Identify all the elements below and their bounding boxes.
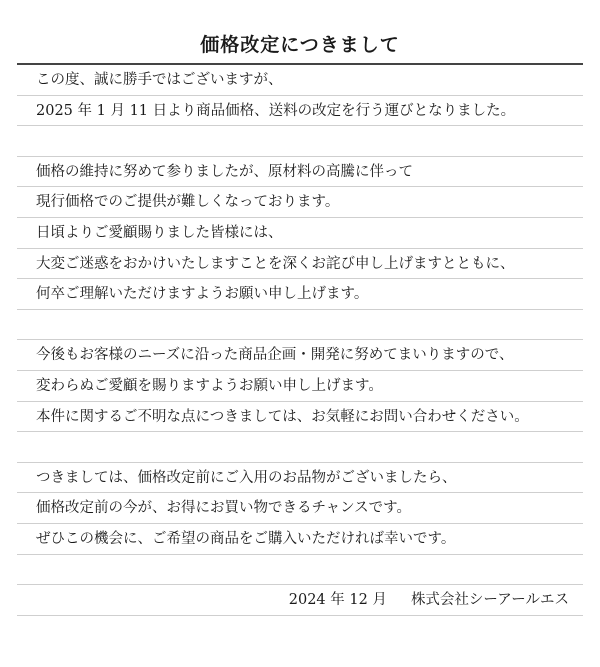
notice-body (17, 65, 583, 616)
body-line (17, 126, 583, 157)
body-line: この度、誠に勝手ではございますが、 (17, 65, 583, 96)
body-line: 大変ご迷惑をおかけいたしますことを深くお詫び申し上げますとともに、 (17, 249, 583, 280)
body-line: 何卒ご理解いただけますようお願い申し上げます。 (17, 279, 583, 310)
body-line: ぜひこの機会に、ご希望の商品をご購入いただければ幸いです。 (17, 524, 583, 555)
body-line: つきましては、価格改定前にご入用のお品物がございましたら、 (17, 463, 583, 494)
body-line: 価格改定前の今が、お得にお買い物できるチャンスです。 (17, 493, 583, 524)
signature-date: 2024 年 12 月 (288, 592, 387, 609)
body-line (17, 432, 583, 463)
signature-line (17, 585, 583, 616)
body-line: 現行価格でのご提供が難しくなっております。 (17, 187, 583, 218)
body-line (17, 310, 583, 341)
body-line: 2025 年 1 月 11 日より商品価格、送料の改定を行う運びとなりました。 (17, 96, 583, 127)
body-line: 本件に関するご不明な点につきましては、お気軽にお問い合わせください。 (17, 402, 583, 433)
body-line: 変わらぬご愛顧を賜りますようお願い申し上げます。 (17, 371, 583, 402)
body-line (17, 555, 583, 586)
body-line: 今後もお客様のニーズに沿った商品企画・開発に努めてまいりますので、 (17, 340, 583, 371)
body-line: 日頃よりご愛顧賜りました皆様には、 (17, 218, 583, 249)
company-name: 株式会社シーアールエス (410, 592, 569, 609)
notice-title: 価格改定につきまして (200, 34, 400, 56)
body-line: 価格の維持に努めて参りましたが、原材料の高騰に伴って (17, 157, 583, 188)
